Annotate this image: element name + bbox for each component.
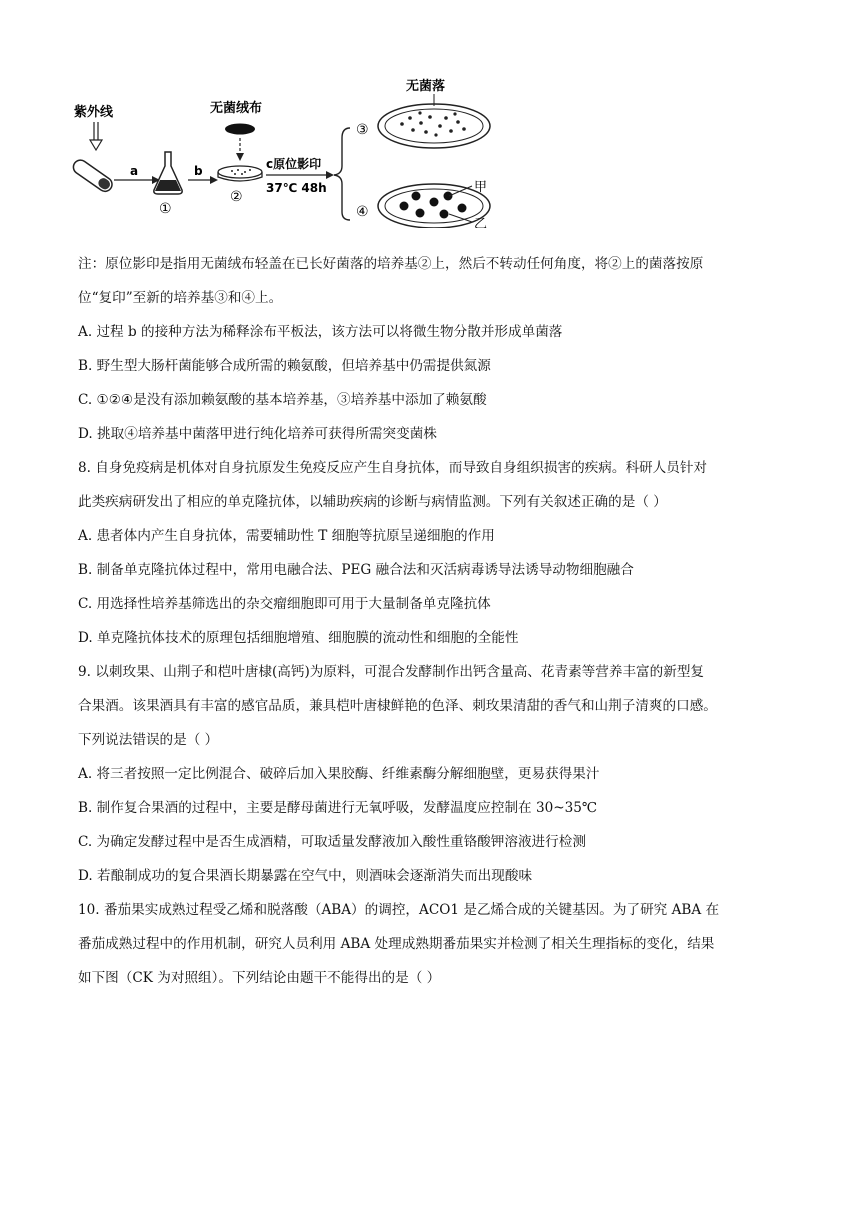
q9-stem-line-3: 下列说法错误的是（ ） — [78, 732, 219, 748]
petri-dish-3-icon — [378, 104, 490, 148]
q7-option-a: A. 过程 b 的接种方法为稀释涂布平板法，该方法可以将微生物分散并形成单菌落 — [78, 324, 563, 340]
q10-stem-line-2: 番茄成熟过程中的作用机制，研究人员利用 ABA 处理成熟期番茄果实并检测了相关生理指标的变化，结果 — [78, 936, 715, 952]
q9-stem-line-1: 9. 以刺玫果、山荆子和桤叶唐棣(高钙)为原料，可混合发酵制作出钙含量高、花青素等营养丰富的新型复 — [78, 664, 705, 680]
q7-option-d: D. 挑取④培养基中菌落甲进行纯化培养可获得所需突变菌株 — [78, 426, 437, 442]
q8-option-d: D. 单克隆抗体技术的原理包括细胞增殖、细胞膜的流动性和细胞的全能性 — [78, 630, 519, 646]
uv-label: 紫外线 — [74, 105, 114, 120]
q9-option-c: C. 为确定发酵过程中是否生成酒精，可取适量发酵液加入酸性重铬酸钾溶液进行检测 — [78, 834, 586, 850]
q8-option-b: B. 制备单克隆抗体过程中，常用电融合法、PEG 融合法和灭活病毒诱导法诱导动物细胞融合 — [78, 562, 634, 578]
q9-option-b: B. 制作复合果酒的过程中，主要是酵母菌进行无氧呼吸，发酵温度应控制在 30~35℃ — [78, 800, 598, 816]
petri-dish-2-icon — [218, 166, 262, 181]
q8-stem-line-2: 此类疾病研发出了相应的单克隆抗体，以辅助疾病的诊断与病情监测。下列有关叙述正确的是（ ） — [78, 494, 667, 510]
flask-icon — [154, 152, 182, 194]
plate-2-label: ② — [230, 189, 243, 205]
plate-4-label: ④ — [356, 204, 369, 220]
colony-jia-label: 甲 — [474, 180, 488, 195]
step-b-label: b — [194, 164, 203, 178]
plate-1-label: ① — [159, 201, 172, 217]
no-colony-label: 无菌落 — [406, 79, 446, 94]
q10-stem-line-3: 如下图（CK 为对照组）。下列结论由题干不能得出的是（ ） — [78, 970, 441, 986]
test-tube-icon — [71, 157, 115, 194]
q8-option-a: A. 患者体内产生自身抗体，需要辅助性 T 细胞等抗原呈递细胞的作用 — [78, 528, 495, 544]
brace — [334, 128, 350, 220]
q9-stem-line-2: 合果酒。该果酒具有丰富的感官品质，兼具桤叶唐棣鲜艳的色泽、刺玫果清甜的香气和山荆子清爽的口感。 — [78, 698, 717, 714]
step-a-label: a — [130, 164, 139, 178]
colony-yi-label: 乙 — [474, 217, 488, 228]
q9-option-d: D. 若酿制成功的复合果酒长期暴露在空气中，则酒味会逐渐消失而出现酸味 — [78, 868, 533, 884]
q7-option-c: C. ①②④是没有添加赖氨酸的基本培养基，③培养基中添加了赖氨酸 — [78, 392, 487, 408]
q10-stem-line-1: 10. 番茄果实成熟过程受乙烯和脱落酸（ABA）的调控，ACO1 是乙烯合成的关键基因。为了研究 ABA 在 — [78, 902, 720, 918]
q7-option-b: B. 野生型大肠杆菌能够合成所需的赖氨酸，但培养基中仍需提供氮源 — [78, 358, 491, 374]
uv-arrow — [90, 122, 102, 150]
velvet-pad-icon — [225, 124, 255, 135]
step-c-label: c原位影印 — [266, 157, 322, 171]
q8-option-c: C. 用选择性培养基筛选出的杂交瘤细胞即可用于大量制备单克隆抗体 — [78, 596, 491, 612]
plate-3-label: ③ — [356, 122, 369, 138]
replica-plating-diagram — [60, 68, 500, 228]
incubation-label: 37℃ 48h — [266, 181, 327, 195]
note-line-1: 注：原位影印是指用无菌绒布轻盖在已长好菌落的培养基②上，然后不转动任何角度，将②上的菌落按原 — [78, 256, 704, 272]
velvet-label: 无菌绒布 — [210, 101, 263, 116]
q9-option-a: A. 将三者按照一定比例混合、破碎后加入果胶酶、纤维素酶分解细胞壁，更易获得果汁 — [78, 766, 600, 782]
q8-stem-line-1: 8. 自身免疫病是机体对自身抗原发生免疫反应产生自身抗体，而导致自身组织损害的疾病。科研人员针对 — [78, 460, 708, 476]
note-line-2: 位“复印”至新的培养基③和④上。 — [78, 290, 283, 306]
